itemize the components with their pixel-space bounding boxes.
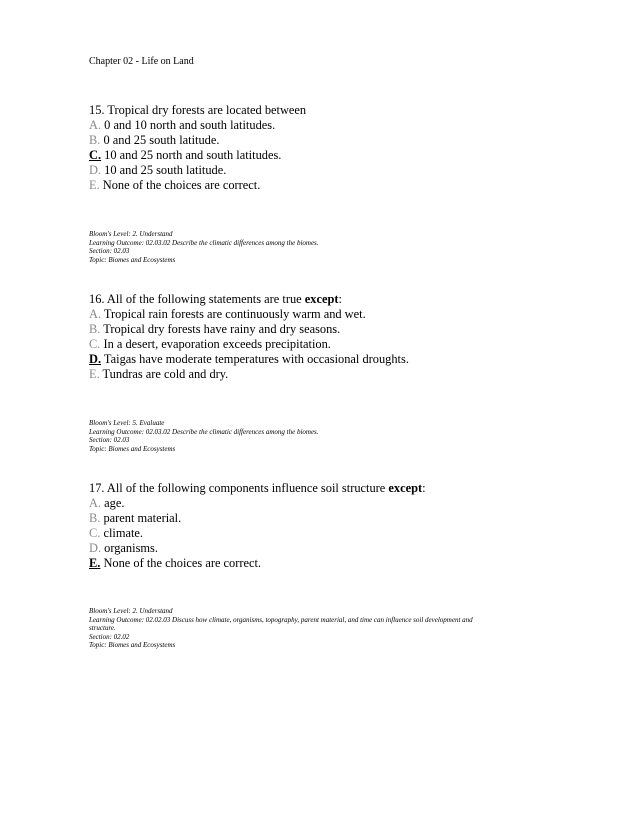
question-17-metadata [89,607,559,650]
option-letter: E. [89,367,100,381]
section-label: Section: 02.03 [89,436,130,445]
blooms-level: Bloom's Level: 5. Evaluate [89,419,165,427]
option-b [89,133,609,148]
learning-outcome: Learning Outcome: 02.03.02 Describe the climatic differences among the biomes. [89,238,319,247]
question-17 [89,481,609,571]
option-letter: A. [89,307,102,321]
option-letter: C. [89,526,101,540]
stem-text: 17. All of the following components influence soil structure [89,481,389,495]
section-label: Section: 02.03 [89,247,130,256]
option-a [89,307,609,322]
option-text: climate. [100,526,144,540]
option-letter: D. [89,541,102,555]
option-e [89,178,609,193]
blooms-level: Bloom's Level: 2. Understand [89,230,173,238]
topic-label: Topic: Biomes and Ecosystems [89,255,176,264]
option-letter: A. [89,496,102,510]
stem-punctuation: : [422,481,426,495]
option-d [89,352,609,367]
option-letter: D. [89,163,102,177]
blooms-level: Bloom's Level: 2. Understand [89,607,173,615]
section-label: Section: 02.02 [89,632,130,641]
option-text: Tropical rain forests are continuously warm and wet. [101,307,366,321]
option-text: None of the choices are correct. [99,178,261,192]
question-stem: 15. Tropical dry forests are located between [89,103,307,117]
option-letter: C. [89,337,101,351]
option-c [89,337,609,352]
option-d [89,541,609,556]
chapter-header: Chapter 02 - Life on Land [89,56,194,67]
option-text: 10 and 25 south latitude. [101,163,227,177]
option-c [89,526,609,541]
learning-outcome: Learning Outcome: 02.02.03 Discuss how climate, organisms, topography, parent material, and time can influence soil development and [89,615,473,624]
question-stem [89,481,609,496]
option-text: age. [101,496,125,510]
option-letter: A. [89,118,102,132]
option-letter: B. [89,133,101,147]
topic-label: Topic: Biomes and Ecosystems [89,641,176,650]
option-a [89,118,609,133]
option-text: Taigas have moderate temperatures with occasional droughts. [101,352,409,366]
question-15 [89,103,609,193]
correct-option-letter: E. [89,556,101,570]
option-c [89,148,609,163]
stem-keyword: except [388,481,423,495]
question-16-metadata [89,419,559,453]
option-e [89,367,609,382]
option-text: In a desert, evaporation exceeds precipitation. [100,337,331,351]
stem-keyword: except [304,292,339,306]
option-e [89,556,609,571]
option-text: 10 and 25 north and south latitudes. [101,148,282,162]
option-a [89,496,609,511]
option-text: parent material. [100,511,182,525]
option-text: Tropical dry forests have rainy and dry seasons. [100,322,341,336]
learning-outcome-continued: structure. [89,624,116,633]
correct-option-letter: C. [89,148,102,162]
learning-outcome: Learning Outcome: 02.03.02 Describe the climatic differences among the biomes. [89,427,319,436]
topic-label: Topic: Biomes and Ecosystems [89,444,176,453]
option-letter: E. [89,178,100,192]
option-b [89,511,609,526]
option-text: None of the choices are correct. [100,556,262,570]
option-d [89,163,609,178]
option-letter: B. [89,322,101,336]
question-stem [89,292,609,307]
question-15-metadata [89,230,559,264]
option-text: Tundras are cold and dry. [99,367,229,381]
stem-text: 16. All of the following statements are true [89,292,305,306]
correct-option-letter: D. [89,352,102,366]
option-text: 0 and 25 south latitude. [100,133,220,147]
option-letter: B. [89,511,101,525]
stem-punctuation: : [338,292,342,306]
option-b [89,322,609,337]
option-text: 0 and 10 north and south latitudes. [101,118,276,132]
question-16 [89,292,609,382]
option-text: organisms. [101,541,158,555]
